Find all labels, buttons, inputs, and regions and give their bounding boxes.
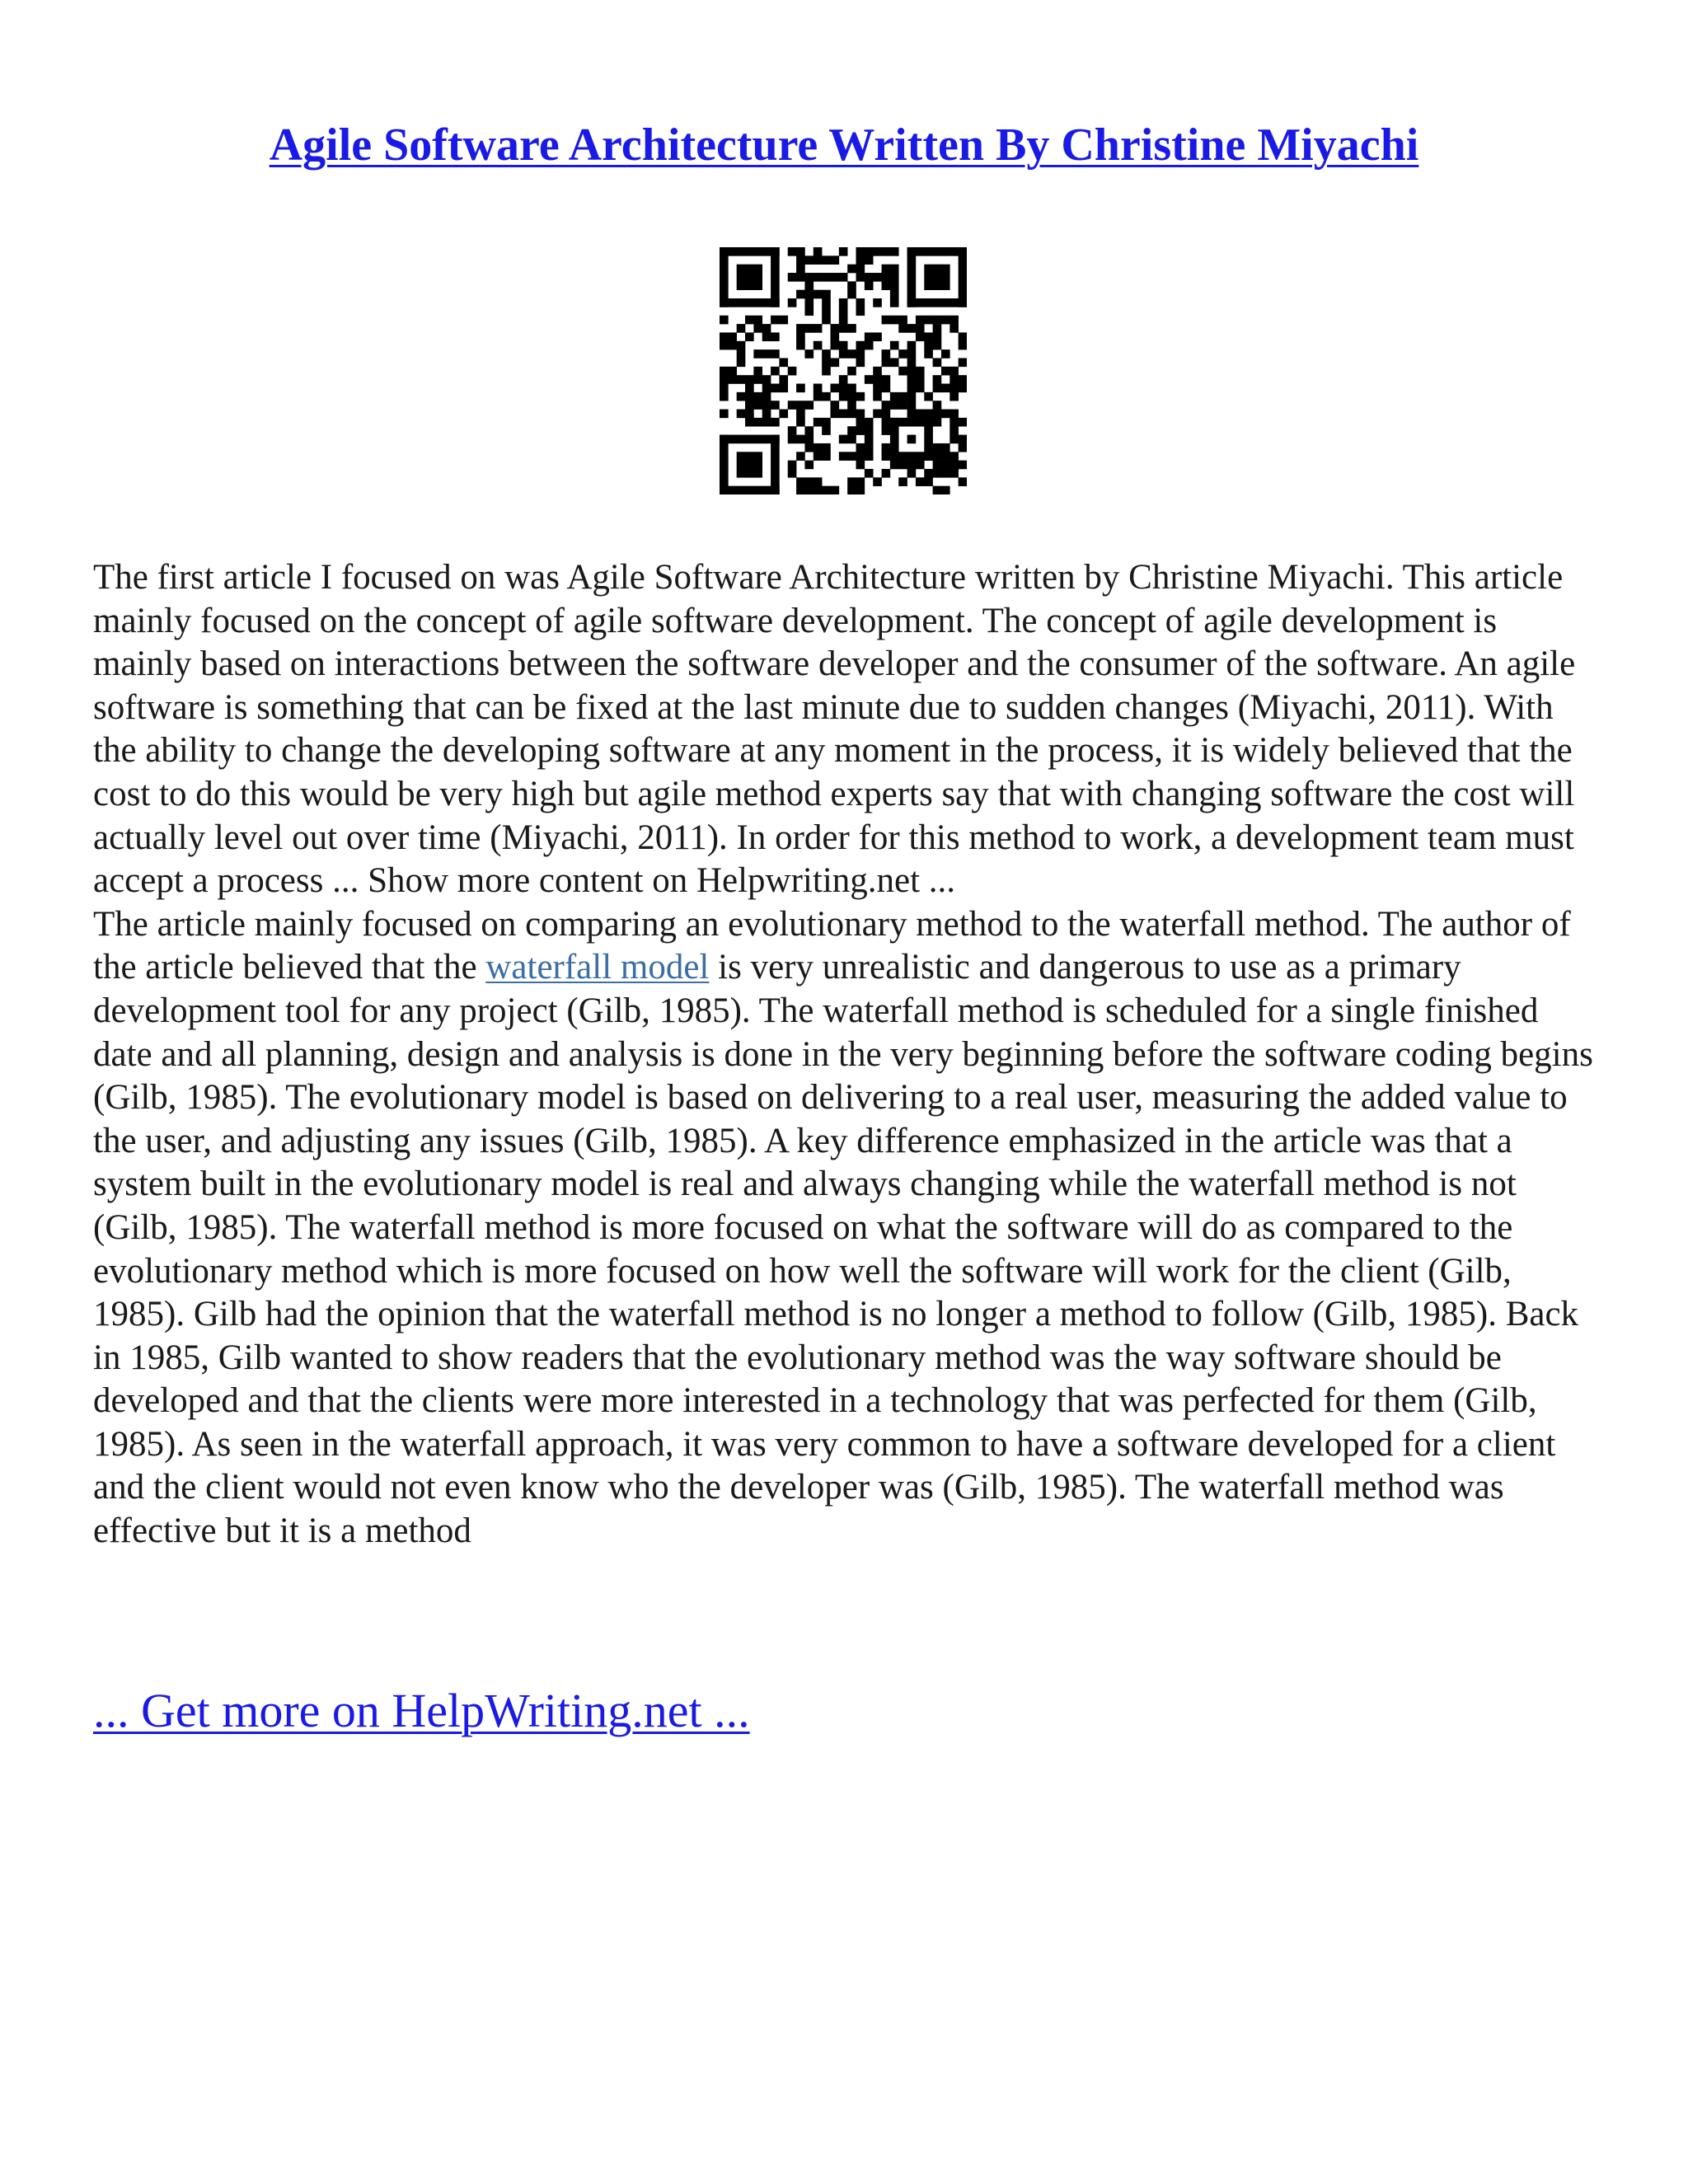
- paragraph-1: The first article I focused on was Agile Software Architecture written by Christine Miyachi. This article mainly focused on the concept of agile software development. The concept of agile development is mainly based on interactions between the software developer and the consumer of the software. An agile software is something that can be fixed at the last minute due to sudden changes (Miyachi, 2011). With the ability to change the developing software at any moment in the process, it is widely believed that the cost to do this would be very high but agile method experts say that with changing software the cost will actually level out over time (Miyachi, 2011). In order for this method to work, a development team must accept a process ... Show more content on Helpwriting.net ...: [93, 558, 1576, 901]
- page-title-link[interactable]: Agile Software Architecture Written By Christine Miyachi: [269, 120, 1419, 171]
- qr-code-icon: [720, 247, 967, 494]
- waterfall-model-link[interactable]: waterfall model: [485, 948, 710, 987]
- get-more-link[interactable]: ... Get more on HelpWriting.net ...: [93, 1684, 750, 1737]
- paragraph-2: [93, 903, 1601, 1554]
- paragraph-2-text-after: is very unrealistic and dangerous to use as a primary development tool for any project (Gilb, 1985). The waterfall method is scheduled for a single finished date and all planning, design and analysis is done in the very beginning before the software coding begins (Gilb, 1985). The evolutionary model is based on delivering to a real user, measuring the added value to the user, and adjusting any issues (Gilb, 1985). A key difference emphasized in the article was that a system built in the evolutionary model is real and always changing while the waterfall method is not (Gilb, 1985). The waterfall method is more focused on what the software will do as compared to the evolutionary method which is more focused on how well the software will work for the client (Gilb, 1985). Gilb had the opinion that the waterfall method is no longer a method to follow (Gilb, 1985). Back in 1985, Gilb wanted to show readers that the evolutionary method was the way software should be developed and that the clients were more interested in a technology that was perfected for them (Gilb, 1985). As seen in the waterfall approach, it was very common to have a software developed for a client and the client would not even know who the developer was (Gilb, 1985). The waterfall method was effective but it is a method: [93, 948, 1593, 1551]
- paragraph-2-text-before: The article mainly focused on comparing an evolutionary method to the waterfall method. The author of the article believed that the: [93, 904, 1571, 987]
- article-body: [93, 556, 1601, 1554]
